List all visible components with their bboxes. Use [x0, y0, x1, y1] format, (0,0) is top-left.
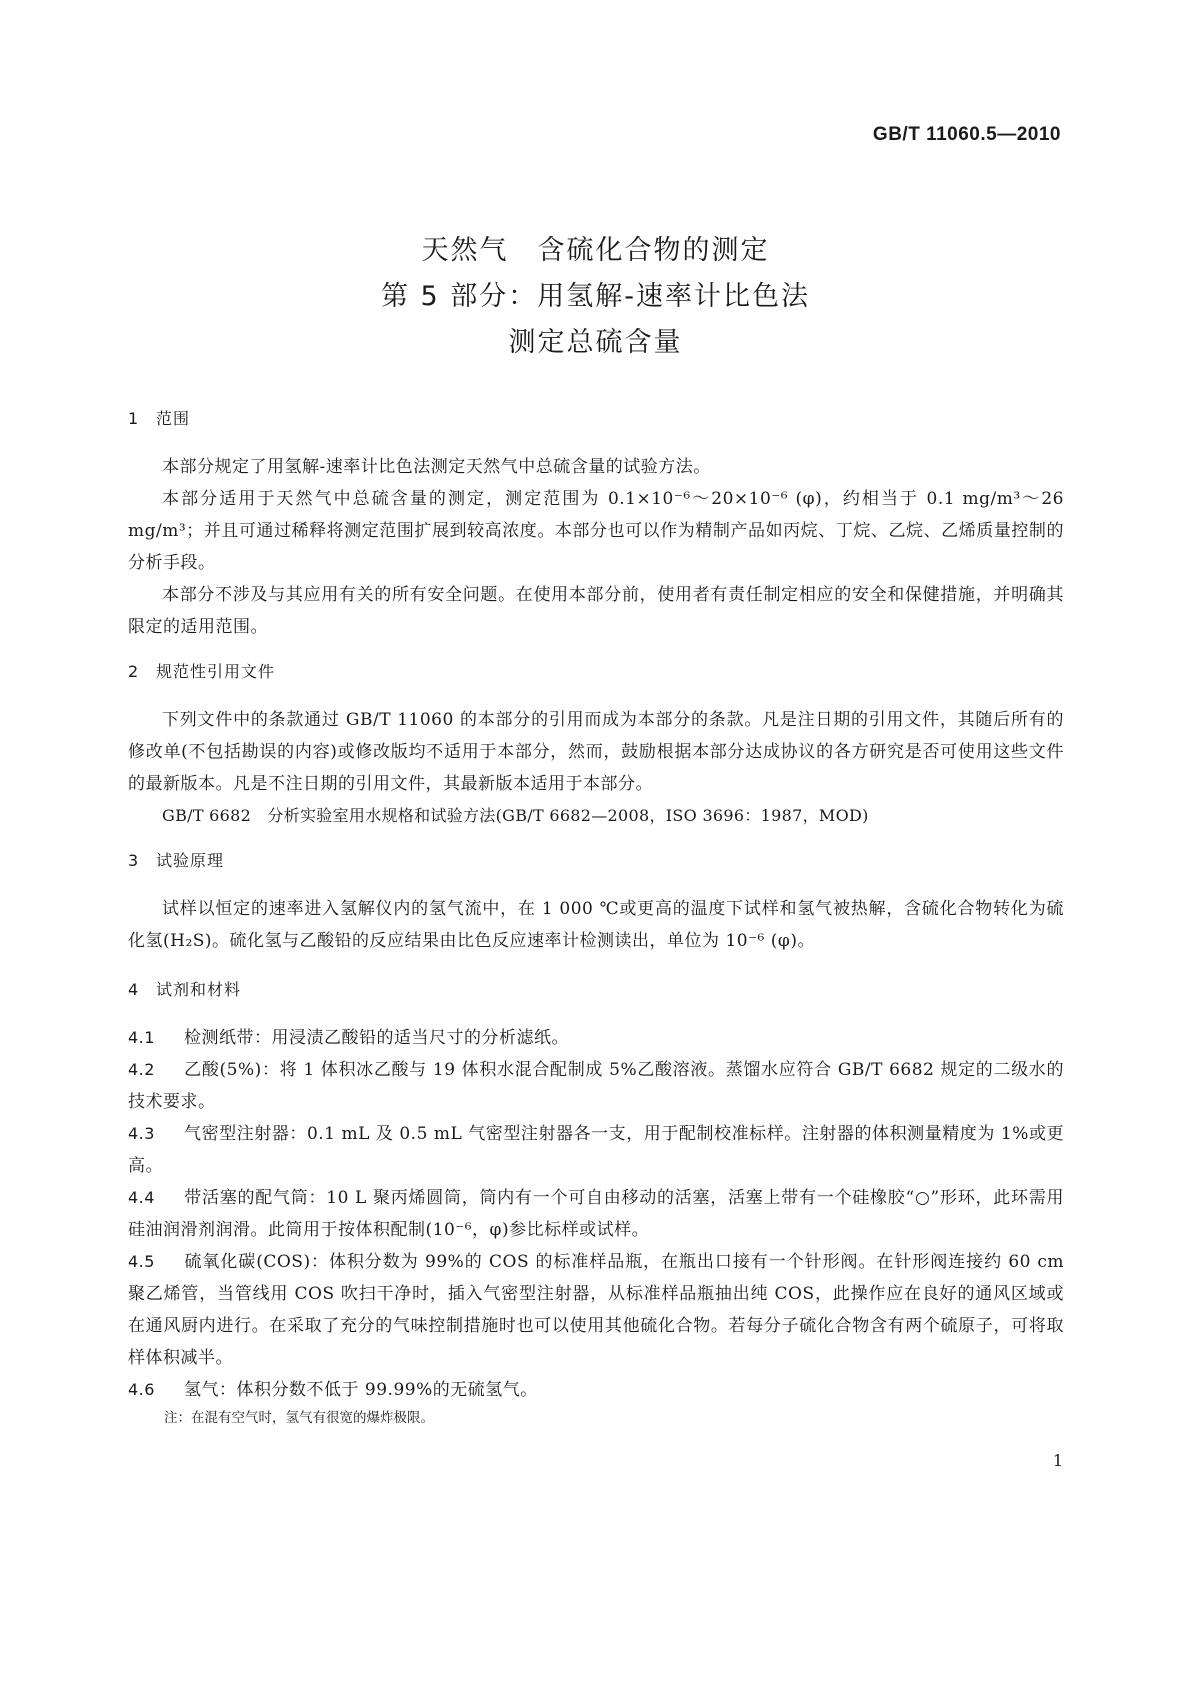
clause-item: [128, 1246, 1064, 1374]
paragraph: 本部分适用于天然气中总硫含量的测定，测定范围为 0.1×10⁻⁶～20×10⁻⁶ (φ)，约相当于 0.1 mg/m³～26 mg/m³；并且可通过稀释将测定范围扩展到较高浓度。本部分也可以作为精制产品如丙烷、丁烷、乙烷、乙烯质量控制的分析手段。: [128, 489, 1064, 573]
section-title: 规范性引用文件: [156, 662, 276, 681]
clause-item: [128, 1374, 1064, 1406]
clause-number: 4.2: [128, 1060, 155, 1079]
clause-item: [128, 1022, 1064, 1054]
title-line-2: 第 5 部分：用氢解-速率计比色法: [380, 281, 811, 312]
section-heading-principle: [128, 850, 1064, 872]
paragraph: 试样以恒定的速率进入氢解仪内的氢气流中，在 1 000 ℃或更高的温度下试样和氢气被热解，含硫化合物转化为硫化氢(H₂S)。硫化氢与乙酸铅的反应结果由比色反应速率计检测读出，单位为 10⁻⁶ (φ)。: [128, 899, 1064, 951]
section-number: 4: [128, 980, 140, 999]
title-line-3: 测定总硫含量: [508, 327, 683, 358]
section-title: 试剂和材料: [156, 980, 242, 999]
clause-number: 4.6: [128, 1380, 155, 1399]
clause-number: 4.3: [128, 1124, 155, 1143]
clause-text: 带活塞的配气筒：10 L 聚丙烯圆筒，筒内有一个可自由移动的活塞，活塞上带有一个硅橡胶“○”形环，此环需用硅油润滑剂润滑。此筒用于按体积配制(10⁻⁶，φ)参比标样或试样。: [128, 1188, 1064, 1240]
clause-text: 乙酸(5%)：将 1 体积冰乙酸与 19 体积水混合配制成 5%乙酸溶液。蒸馏水应符合 GB/T 6682 规定的二级水的技术要求。: [128, 1060, 1064, 1112]
section-heading-normative-references: [128, 661, 1064, 683]
section-heading-scope: [128, 408, 1064, 430]
section-heading-reagents: [128, 979, 1064, 1001]
clause-text: 氢气：体积分数不低于 99.99%的无硫氢气。: [184, 1380, 538, 1400]
clause-item: [128, 1118, 1064, 1182]
clause-text: 检测纸带：用浸渍乙酸铅的适当尺寸的分析滤纸。: [184, 1028, 569, 1048]
paragraph: 本部分规定了用氢解-速率计比色法测定天然气中总硫含量的试验方法。: [162, 457, 711, 477]
paragraph: 下列文件中的条款通过 GB/T 11060 的本部分的引用而成为本部分的条款。凡是注日期的引用文件，其随后所有的修改单(不包括勘误的内容)或修改版均不适用于本部分，然而，鼓励根据本部分达成协议的各方研究是否可使用这些文件的最新版本。凡是不注日期的引用文件，其最新版本适用于本部分。: [128, 710, 1064, 794]
standard-number: GB/T 11060.5—2010: [872, 124, 1061, 145]
section-number: 2: [128, 662, 140, 681]
paragraph: 本部分不涉及与其应用有关的所有安全问题。在使用本部分前，使用者有责任制定相应的安全和保健措施，并明确其限定的适用范围。: [128, 585, 1064, 637]
section-number: 3: [128, 851, 140, 870]
section-title: 范围: [156, 409, 191, 428]
page-number: 1: [1052, 1451, 1063, 1470]
document-title: [0, 228, 1191, 366]
clause-number: 4.5: [128, 1252, 155, 1271]
clause-number: 4.4: [128, 1188, 155, 1207]
clause-item: [128, 1182, 1064, 1246]
clause-text: 硫氧化碳(COS)：体积分数为 99%的 COS 的标准样品瓶，在瓶出口接有一个针形阀。在针形阀连接约 60 cm 聚乙烯管，当管线用 COS 吹扫干净时，插入气密型注射器，从标准样品瓶抽出纯 COS，此操作应在良好的通风区域或在通风厨内进行。在采取了充分的气味控制措施时也可以使用其他硫化合物。若每分子硫化合物含有两个硫原子，可将取样体积减半。: [128, 1252, 1064, 1368]
document-body: [128, 408, 1064, 1430]
clause-item: [128, 1054, 1064, 1118]
title-line-1: 天然气 含硫化合物的测定: [421, 235, 770, 266]
note: 注：在混有空气时，氢气有很宽的爆炸极限。: [164, 1410, 434, 1426]
section-number: 1: [128, 409, 140, 428]
clause-number: 4.1: [128, 1028, 155, 1047]
clause-text: 气密型注射器：0.1 mL 及 0.5 mL 气密型注射器各一支，用于配制校准标样。注射器的体积测量精度为 1%或更高。: [128, 1124, 1064, 1176]
reference-entry: GB/T 6682 分析实验室用水规格和试验方法(GB/T 6682—2008，ISO 3696：1987，MOD): [162, 806, 869, 825]
section-title: 试验原理: [156, 851, 225, 870]
